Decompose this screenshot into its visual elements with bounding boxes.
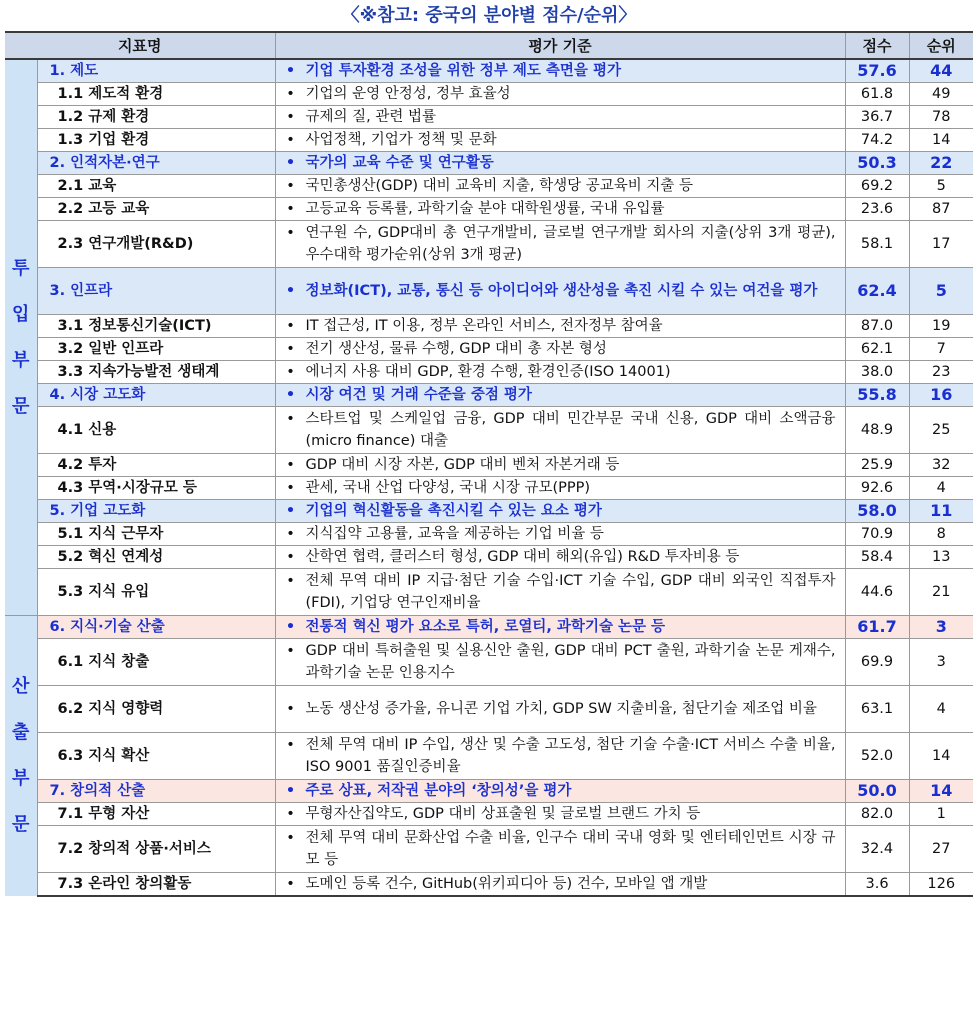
criteria-cell: • GDP 대비 특허출원 및 실용신안 출원, GDP 대비 PCT 출원, 과학기술 논문 게재수, 과학기술 논문 인용지수 bbox=[275, 639, 845, 686]
indicator-name: 3.2 일반 인프라 bbox=[37, 338, 275, 361]
criteria-cell: • 전체 무역 대비 문화산업 수출 비율, 인구수 대비 국내 영화 및 엔터테인먼트 시장 규모 등 bbox=[275, 826, 845, 873]
table-row bbox=[5, 338, 973, 361]
table-row bbox=[5, 198, 973, 221]
criteria-cell: • 연구원 수, GDP대비 총 연구개발비, 글로벌 연구개발 회사의 지출(상위 3개 평균), 우수대학 평가순위(상위 3개 평균) bbox=[275, 221, 845, 268]
table-row bbox=[5, 175, 973, 198]
bullet-icon: • bbox=[286, 225, 295, 241]
rank-cell: 14 bbox=[909, 733, 973, 780]
bullet-icon: • bbox=[286, 318, 295, 334]
table-header-row bbox=[5, 32, 973, 59]
criteria-cell: • 에너지 사용 대비 GDP, 환경 수행, 환경인증(ISO 14001) bbox=[275, 361, 845, 384]
bullet-icon: • bbox=[286, 701, 295, 717]
score-cell: 61.8 bbox=[845, 83, 909, 106]
criteria-cell: • 관세, 국내 산업 다양성, 국내 시장 규모(PPP) bbox=[275, 477, 845, 500]
table-row bbox=[5, 546, 973, 569]
table-row bbox=[5, 639, 973, 686]
score-cell: 44.6 bbox=[845, 569, 909, 616]
indicator-name: 7. 창의적 산출 bbox=[37, 780, 275, 803]
score-cell: 23.6 bbox=[845, 198, 909, 221]
table-row bbox=[5, 733, 973, 780]
bullet-icon: • bbox=[286, 341, 295, 357]
indicator-name: 4.3 무역·시장규모 등 bbox=[37, 477, 275, 500]
criteria-cell: • 전체 무역 대비 IP 수입, 생산 및 수출 고도성, 첨단 기술 수출·ICT 서비스 수출 비율, ISO 9001 품질인증비율 bbox=[275, 733, 845, 780]
rank-cell: 78 bbox=[909, 106, 973, 129]
rank-cell: 14 bbox=[909, 780, 973, 803]
table-row bbox=[5, 361, 973, 384]
table-row bbox=[5, 454, 973, 477]
table-row bbox=[5, 826, 973, 873]
criteria-cell: • 노동 생산성 증가율, 유니콘 기업 가치, GDP SW 지출비율, 첨단기술 제조업 비율 bbox=[275, 686, 845, 733]
bullet-icon: • bbox=[285, 155, 296, 171]
indicator-name: 5.3 지식 유입 bbox=[37, 569, 275, 616]
bullet-icon: • bbox=[286, 201, 295, 217]
indicator-name: 6. 지식·기술 산출 bbox=[37, 616, 275, 639]
bullet-icon: • bbox=[286, 411, 295, 427]
table-row bbox=[5, 221, 973, 268]
section-label-output: 산 출 부 문 bbox=[5, 616, 37, 897]
score-cell: 48.9 bbox=[845, 407, 909, 454]
indicator-name: 5.2 혁신 연계성 bbox=[37, 546, 275, 569]
score-cell: 32.4 bbox=[845, 826, 909, 873]
indicator-name: 6.3 지식 확산 bbox=[37, 733, 275, 780]
score-cell: 55.8 bbox=[845, 384, 909, 407]
table-row bbox=[5, 106, 973, 129]
score-cell: 52.0 bbox=[845, 733, 909, 780]
score-cell: 38.0 bbox=[845, 361, 909, 384]
indicator-name: 4. 시장 고도화 bbox=[37, 384, 275, 407]
bullet-icon: • bbox=[285, 783, 296, 799]
bullet-icon: • bbox=[285, 283, 296, 299]
criteria-cell: • 고등교육 등록률, 과학기술 분야 대학원생률, 국내 유입률 bbox=[275, 198, 845, 221]
bullet-icon: • bbox=[285, 503, 296, 519]
bullet-icon: • bbox=[285, 619, 296, 635]
score-cell: 70.9 bbox=[845, 523, 909, 546]
table-row bbox=[5, 129, 973, 152]
bullet-icon: • bbox=[286, 480, 295, 496]
table-row bbox=[5, 384, 973, 407]
criteria-cell: • 무형자산집약도, GDP 대비 상표출원 및 글로벌 브랜드 가치 등 bbox=[275, 803, 845, 826]
rank-cell: 14 bbox=[909, 129, 973, 152]
indicator-name: 7.3 온라인 창의활동 bbox=[37, 873, 275, 897]
rank-cell: 11 bbox=[909, 500, 973, 523]
bullet-icon: • bbox=[286, 132, 295, 148]
header-rank: 순위 bbox=[909, 32, 973, 59]
rank-cell: 4 bbox=[909, 477, 973, 500]
bullet-icon: • bbox=[285, 387, 296, 403]
rank-cell: 19 bbox=[909, 315, 973, 338]
bullet-icon: • bbox=[286, 457, 295, 473]
rank-cell: 3 bbox=[909, 639, 973, 686]
rank-cell: 3 bbox=[909, 616, 973, 639]
score-cell: 58.4 bbox=[845, 546, 909, 569]
indicator-name: 2.2 고등 교육 bbox=[37, 198, 275, 221]
table-row bbox=[5, 407, 973, 454]
indicator-name: 4.1 신용 bbox=[37, 407, 275, 454]
rank-cell: 23 bbox=[909, 361, 973, 384]
bullet-icon: • bbox=[286, 830, 295, 846]
indicator-name: 2. 인적자본·연구 bbox=[37, 152, 275, 175]
score-cell: 69.9 bbox=[845, 639, 909, 686]
score-cell: 92.6 bbox=[845, 477, 909, 500]
table-row bbox=[5, 477, 973, 500]
indicator-name: 7.2 창의적 상품·서비스 bbox=[37, 826, 275, 873]
table-row bbox=[5, 780, 973, 803]
page-title: 〈※참고: 중국의 분야별 점수/순위〉 bbox=[341, 5, 637, 26]
score-cell: 87.0 bbox=[845, 315, 909, 338]
score-cell: 62.4 bbox=[845, 268, 909, 315]
header-indicator: 지표명 bbox=[5, 32, 275, 59]
score-cell: 3.6 bbox=[845, 873, 909, 897]
rank-cell: 1 bbox=[909, 803, 973, 826]
criteria-cell: • GDP 대비 시장 자본, GDP 대비 벤처 자본거래 등 bbox=[275, 454, 845, 477]
criteria-cell: • 기업 투자환경 조성을 위한 정부 제도 측면을 평가 bbox=[275, 59, 845, 83]
rank-cell: 5 bbox=[909, 268, 973, 315]
indicator-name: 1.2 규제 환경 bbox=[37, 106, 275, 129]
indicator-name: 1.1 제도적 환경 bbox=[37, 83, 275, 106]
score-cell: 69.2 bbox=[845, 175, 909, 198]
score-cell: 62.1 bbox=[845, 338, 909, 361]
score-cell: 25.9 bbox=[845, 454, 909, 477]
bullet-icon: • bbox=[286, 526, 295, 542]
table-row bbox=[5, 616, 973, 639]
table-row bbox=[5, 152, 973, 175]
table-row bbox=[5, 268, 973, 315]
rank-cell: 44 bbox=[909, 59, 973, 83]
bullet-icon: • bbox=[286, 86, 295, 102]
score-cell: 57.6 bbox=[845, 59, 909, 83]
criteria-cell: • 시장 여건 및 거래 수준을 중점 평가 bbox=[275, 384, 845, 407]
bullet-icon: • bbox=[286, 737, 295, 753]
criteria-cell: • 지식집약 고용률, 교육을 제공하는 기업 비율 등 bbox=[275, 523, 845, 546]
criteria-cell: • 주로 상표, 저작권 분야의 ‘창의성’을 평가 bbox=[275, 780, 845, 803]
table-row bbox=[5, 523, 973, 546]
indicator-name: 6.2 지식 영향력 bbox=[37, 686, 275, 733]
bullet-icon: • bbox=[286, 364, 295, 380]
criteria-cell: • 규제의 질, 관련 법률 bbox=[275, 106, 845, 129]
indicator-name: 6.1 지식 창출 bbox=[37, 639, 275, 686]
table-row bbox=[5, 315, 973, 338]
bullet-icon: • bbox=[286, 109, 295, 125]
rank-cell: 27 bbox=[909, 826, 973, 873]
indicator-name: 5. 기업 고도화 bbox=[37, 500, 275, 523]
bullet-icon: • bbox=[286, 573, 295, 589]
criteria-cell: • 사업정책, 기업가 정책 및 문화 bbox=[275, 129, 845, 152]
criteria-cell: • 산학연 협력, 클러스터 형성, GDP 대비 해외(유입) R&D 투자비용 등 bbox=[275, 546, 845, 569]
rank-cell: 5 bbox=[909, 175, 973, 198]
rank-cell: 16 bbox=[909, 384, 973, 407]
rank-cell: 49 bbox=[909, 83, 973, 106]
indicator-name: 3.1 정보통신기술(ICT) bbox=[37, 315, 275, 338]
rank-cell: 7 bbox=[909, 338, 973, 361]
indicator-name: 5.1 지식 근무자 bbox=[37, 523, 275, 546]
rank-cell: 32 bbox=[909, 454, 973, 477]
criteria-cell: • 기업의 혁신활동을 촉진시킬 수 있는 요소 평가 bbox=[275, 500, 845, 523]
criteria-cell: • 정보화(ICT), 교통, 통신 등 아이디어와 생산성을 촉진 시킬 수 있는 여건을 평가 bbox=[275, 268, 845, 315]
header-criteria: 평가 기준 bbox=[275, 32, 845, 59]
score-cell: 58.1 bbox=[845, 221, 909, 268]
score-cell: 82.0 bbox=[845, 803, 909, 826]
score-cell: 36.7 bbox=[845, 106, 909, 129]
criteria-cell: • 도메인 등록 건수, GitHub(위키피디아 등) 건수, 모바일 앱 개발 bbox=[275, 873, 845, 897]
bullet-icon: • bbox=[285, 63, 296, 79]
bullet-icon: • bbox=[286, 178, 295, 194]
table-row bbox=[5, 500, 973, 523]
rank-cell: 22 bbox=[909, 152, 973, 175]
indicator-name: 7.1 무형 자산 bbox=[37, 803, 275, 826]
table-row bbox=[5, 59, 973, 83]
score-cell: 50.3 bbox=[845, 152, 909, 175]
table-row bbox=[5, 873, 973, 897]
header-score: 점수 bbox=[845, 32, 909, 59]
table-row bbox=[5, 686, 973, 733]
rank-cell: 17 bbox=[909, 221, 973, 268]
indicator-name: 2.3 연구개발(R&D) bbox=[37, 221, 275, 268]
table-row bbox=[5, 803, 973, 826]
rank-cell: 87 bbox=[909, 198, 973, 221]
rank-cell: 4 bbox=[909, 686, 973, 733]
rank-cell: 25 bbox=[909, 407, 973, 454]
criteria-cell: • 국가의 교육 수준 및 연구활동 bbox=[275, 152, 845, 175]
table-row bbox=[5, 83, 973, 106]
criteria-cell: • 전통적 혁신 평가 요소로 특허, 로열티, 과학기술 논문 등 bbox=[275, 616, 845, 639]
criteria-cell: • 국민총생산(GDP) 대비 교육비 지출, 학생당 공교육비 지출 등 bbox=[275, 175, 845, 198]
score-cell: 50.0 bbox=[845, 780, 909, 803]
bullet-icon: • bbox=[286, 876, 295, 892]
rank-cell: 13 bbox=[909, 546, 973, 569]
bullet-icon: • bbox=[286, 643, 295, 659]
bullet-icon: • bbox=[286, 806, 295, 822]
rank-cell: 126 bbox=[909, 873, 973, 897]
score-cell: 58.0 bbox=[845, 500, 909, 523]
criteria-cell: • IT 접근성, IT 이용, 정부 온라인 서비스, 전자정부 참여율 bbox=[275, 315, 845, 338]
table-row bbox=[5, 569, 973, 616]
rank-cell: 8 bbox=[909, 523, 973, 546]
indicator-name: 4.2 투자 bbox=[37, 454, 275, 477]
criteria-cell: • 기업의 운영 안정성, 정부 효율성 bbox=[275, 83, 845, 106]
indicator-name: 1. 제도 bbox=[37, 59, 275, 83]
indicator-name: 1.3 기업 환경 bbox=[37, 129, 275, 152]
criteria-cell: • 스타트업 및 스케일업 금융, GDP 대비 민간부문 국내 신용, GDP 대비 소액금융(micro finance) 대출 bbox=[275, 407, 845, 454]
score-table bbox=[5, 31, 973, 897]
score-cell: 63.1 bbox=[845, 686, 909, 733]
score-cell: 61.7 bbox=[845, 616, 909, 639]
section-label-input: 투 입 부 문 bbox=[5, 59, 37, 616]
indicator-name: 2.1 교육 bbox=[37, 175, 275, 198]
score-cell: 74.2 bbox=[845, 129, 909, 152]
rank-cell: 21 bbox=[909, 569, 973, 616]
criteria-cell: • 전기 생산성, 물류 수행, GDP 대비 총 자본 형성 bbox=[275, 338, 845, 361]
indicator-name: 3.3 지속가능발전 생태계 bbox=[37, 361, 275, 384]
indicator-name: 3. 인프라 bbox=[37, 268, 275, 315]
criteria-cell: • 전체 무역 대비 IP 지급·첨단 기술 수입·ICT 기술 수입, GDP 대비 외국인 직접투자(FDI), 기업당 연구인재비율 bbox=[275, 569, 845, 616]
bullet-icon: • bbox=[286, 549, 295, 565]
